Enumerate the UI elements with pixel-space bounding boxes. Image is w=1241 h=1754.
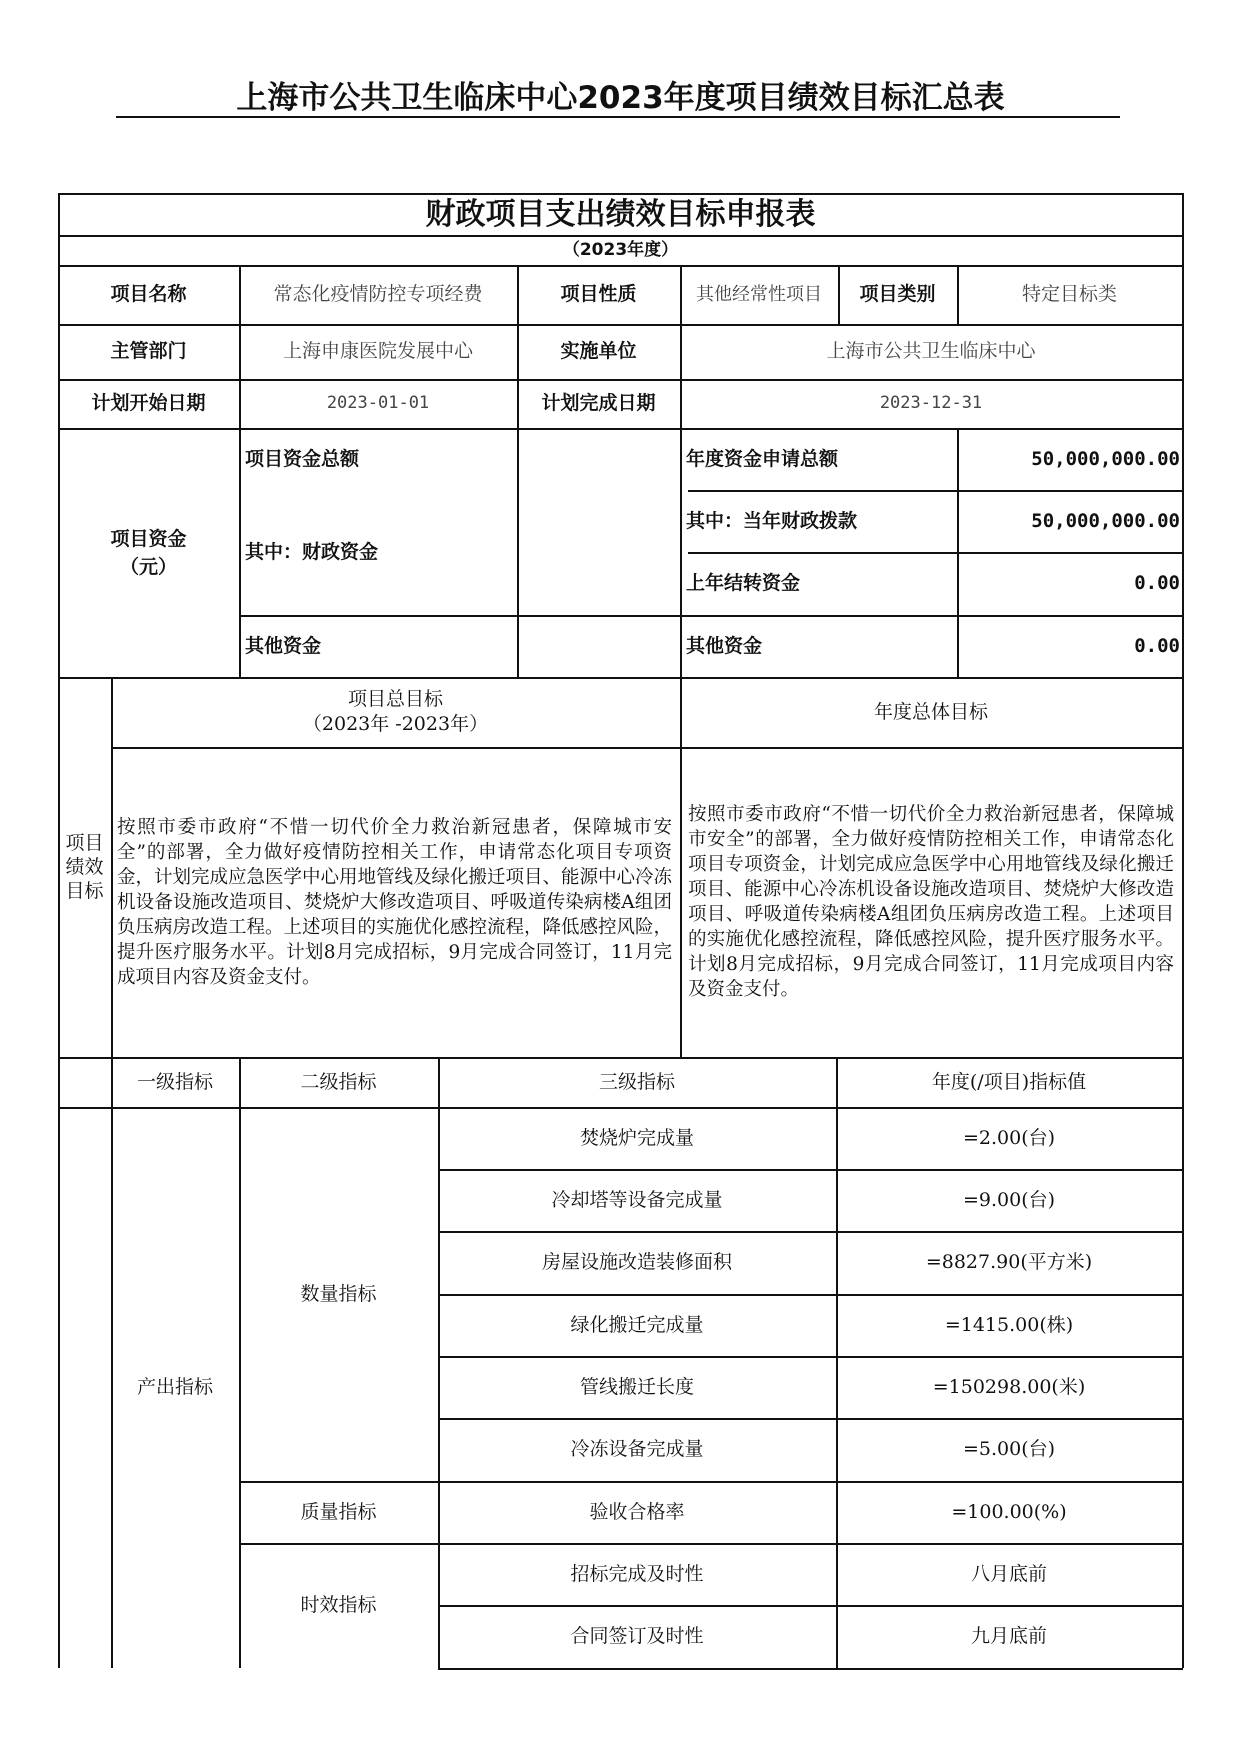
indicator-value: =1415.00(株) xyxy=(944,1313,1074,1336)
label-project-nature: 项目性质 xyxy=(560,283,637,306)
current-fiscal-value: 50,000,000.00 xyxy=(1031,509,1180,532)
indicator-name: 房屋设施改造装修面积 xyxy=(541,1251,732,1274)
indicator-value: 九月底前 xyxy=(970,1625,1047,1648)
implementing-unit-value: 上海市公共卫生临床中心 xyxy=(826,340,1036,363)
indicator-name: 管线搬迁长度 xyxy=(579,1375,694,1398)
project-name-value: 常态化疫情防控专项经费 xyxy=(273,283,483,306)
label-perf-goal-text: 项目 绩效 目标 xyxy=(65,832,104,902)
indicator-name: 合同签订及时性 xyxy=(570,1625,704,1648)
indicator-value: =150298.00(米) xyxy=(932,1375,1086,1398)
annual-total-value: 50,000,000.00 xyxy=(1031,447,1180,470)
indicator-name: 焚烧炉完成量 xyxy=(579,1126,694,1149)
label-total-funds: 项目资金总额 xyxy=(245,447,360,470)
overall-goal-text: 按照市委市政府“不惜一切代价全力救治新冠患者，保障城市安全”的部署，全力做好疫情防控相关工作，申请常态化项目专项资金，计划完成应急医学中心用地管线及绿化搬迁项目、能源中心冷冻机设备设施改造项目、焚烧炉大修改造项目、呼吸道传染病楼A组团负压病房改造工程。上述项目的实施优化感控流程，降低感控风险，提升医疗服务水平。计划8月完成招标，9月完成合同签订，11月完成项目内容及资金支付。 xyxy=(117,816,673,988)
label-project-name: 项目名称 xyxy=(110,283,187,306)
label-overall-goal xyxy=(111,677,680,747)
label-overall-goal-text: 项目总目标 （2023年 -2023年） xyxy=(302,688,489,735)
label-of-which-fiscal: 其中：财政资金 xyxy=(245,541,379,564)
plan-start-value: 2023-01-01 xyxy=(326,393,430,414)
level1-output: 产出指标 xyxy=(136,1376,213,1399)
label-funds-text: 项目资金 （元） xyxy=(110,527,187,578)
indicator-name: 验收合格率 xyxy=(589,1500,685,1523)
label-funds xyxy=(58,428,239,677)
indicator-value: =5.00(台) xyxy=(962,1438,1056,1461)
header-value: 年度(/项目)指标值 xyxy=(931,1070,1087,1093)
label-current-fiscal: 其中：当年财政拨款 xyxy=(686,509,858,532)
label-plan-end: 计划完成日期 xyxy=(541,392,656,415)
label-annual-goal: 年度总体目标 xyxy=(873,700,988,723)
indicator-value: =2.00(台) xyxy=(962,1126,1056,1149)
form-title: 财政项目支出绩效目标申报表 xyxy=(425,196,816,232)
supervising-dept-value: 上海申康医院发展中心 xyxy=(282,340,473,363)
label-plan-start: 计划开始日期 xyxy=(91,392,206,415)
annual-goal-text: 按照市委市政府“不惜一切代价全力救治新冠患者，保障城市安全”的部署，全力做好疫情防控相关工作，申请常态化项目专项资金，计划完成应急医学中心用地管线及绿化搬迁项目、能源中心冷冻机设备设施改造项目、焚烧炉大修改造项目、呼吸道传染病楼A组团负压病房改造工程。上述项目的实施优化感控流程，降低感控风险，提升医疗服务水平。计划8月完成招标，9月完成合同签订，11月完成项目内容及资金支付。 xyxy=(688,804,1174,1000)
carryover-value: 0.00 xyxy=(1134,572,1180,595)
label-other-funds: 其他资金 xyxy=(245,634,322,657)
indicator-value: =9.00(台) xyxy=(962,1188,1056,1211)
indicator-value: =100.00(%) xyxy=(951,1500,1067,1523)
label-perf-goal xyxy=(58,677,111,1057)
annual-other-value: 0.00 xyxy=(1134,634,1180,657)
group-quality: 质量指标 xyxy=(300,1500,377,1523)
indicator-name: 绿化搬迁完成量 xyxy=(570,1313,704,1336)
indicator-name: 招标完成及时性 xyxy=(570,1562,704,1585)
project-nature-value: 其他经常性项目 xyxy=(696,283,822,305)
label-implementing-unit: 实施单位 xyxy=(560,340,637,363)
group-quantity: 数量指标 xyxy=(300,1282,377,1305)
project-category-value: 特定目标类 xyxy=(1021,283,1117,306)
rule xyxy=(438,1668,1183,1670)
label-project-category: 项目类别 xyxy=(859,283,936,306)
label-annual-total: 年度资金申请总额 xyxy=(686,447,839,470)
label-carryover: 上年结转资金 xyxy=(686,572,801,595)
rule xyxy=(517,428,519,677)
header-level1: 一级指标 xyxy=(136,1070,213,1093)
form-year: （2023年度） xyxy=(562,239,679,260)
label-supervising-dept: 主管部门 xyxy=(110,340,187,363)
indicator-value: 八月底前 xyxy=(970,1562,1047,1585)
indicator-value: =8827.90(平方米) xyxy=(925,1251,1093,1274)
header-level3: 三级指标 xyxy=(598,1070,675,1093)
plan-end-value: 2023-12-31 xyxy=(879,393,983,414)
page-title: 上海市公共卫生临床中心2023年度项目绩效目标汇总表 xyxy=(236,80,1005,116)
group-timeliness: 时效指标 xyxy=(300,1594,377,1617)
label-annual-other: 其他资金 xyxy=(686,634,763,657)
indicator-name: 冷却塔等设备完成量 xyxy=(551,1188,723,1211)
rule xyxy=(1182,193,1184,1668)
header-level2: 二级指标 xyxy=(300,1070,377,1093)
indicator-name: 冷冻设备完成量 xyxy=(570,1438,704,1461)
